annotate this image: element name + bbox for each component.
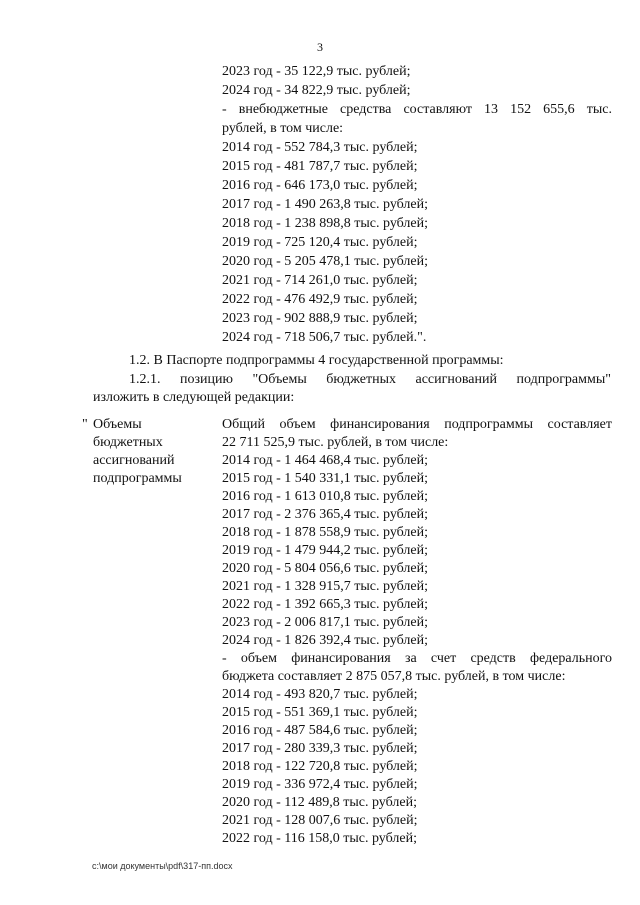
- budget-line: 2023 год - 902 888,9 тыс. рублей;: [222, 311, 418, 326]
- budget-line: 2024 год - 718 506,7 тыс. рублей.".: [222, 330, 427, 345]
- total-year-line: 2014 год - 1 464 468,4 тыс. рублей;: [222, 453, 429, 468]
- item-line2: изложить в следующей редакции:: [93, 390, 295, 405]
- total-year-line: 2018 год - 1 878 558,9 тыс. рублей;: [222, 525, 429, 540]
- total-line2: 22 711 525,9 тыс. рублей, в том числе:: [222, 435, 449, 450]
- total-year-line: 2016 год - 1 613 010,8 тыс. рублей;: [222, 489, 429, 504]
- budget-line: 2016 год - 646 173,0 тыс. рублей;: [222, 178, 418, 193]
- label-line: ассигнований: [93, 453, 175, 468]
- open-quote: ": [82, 417, 88, 432]
- budget-line: 2015 год - 481 787,7 тыс. рублей;: [222, 159, 418, 174]
- label-line: Объемы: [93, 417, 142, 432]
- federal-year-line: 2015 год - 551 369,1 тыс. рублей;: [222, 705, 418, 720]
- budget-line: 2019 год - 725 120,4 тыс. рублей;: [222, 235, 418, 250]
- page-number: 3: [317, 40, 323, 54]
- federal-year-line: 2014 год - 493 820,7 тыс. рублей;: [222, 687, 418, 702]
- label-line: бюджетных: [93, 435, 163, 450]
- total-line1: Общий объем финансирования подпрограммы составляет: [222, 417, 612, 432]
- label-line: подпрограммы: [93, 471, 182, 486]
- federal-year-line: 2019 год - 336 972,4 тыс. рублей;: [222, 777, 418, 792]
- budget-line: 2024 год - 34 822,9 тыс. рублей;: [222, 83, 411, 98]
- extra-budget-line1: - внебюджетные средства составляют 13 152 655,6 тыс.: [222, 102, 612, 117]
- federal-year-line: 2018 год - 122 720,8 тыс. рублей;: [222, 759, 418, 774]
- extra-budget-line2: рублей, в том числе:: [222, 121, 344, 136]
- budget-line: 2017 год - 1 490 263,8 тыс. рублей;: [222, 197, 429, 212]
- budget-line: 2021 год - 714 261,0 тыс. рублей;: [222, 273, 418, 288]
- footer-file-path: c:\мои документы\pdf\317-пп.docx: [92, 861, 233, 871]
- total-year-line: 2019 год - 1 479 944,2 тыс. рублей;: [222, 543, 429, 558]
- federal-line1: - объем финансирования за счет средств федерального: [222, 651, 612, 666]
- federal-year-line: 2020 год - 112 489,8 тыс. рублей;: [222, 795, 417, 810]
- total-year-line: 2017 год - 2 376 365,4 тыс. рублей;: [222, 507, 429, 522]
- total-year-line: 2020 год - 5 804 056,6 тыс. рублей;: [222, 561, 429, 576]
- total-year-line: 2023 год - 2 006 817,1 тыс. рублей;: [222, 615, 429, 630]
- total-year-line: 2022 год - 1 392 665,3 тыс. рублей;: [222, 597, 429, 612]
- budget-line: 2020 год - 5 205 478,1 тыс. рублей;: [222, 254, 429, 269]
- federal-year-line: 2022 год - 116 158,0 тыс. рублей;: [222, 831, 417, 846]
- total-year-line: 2015 год - 1 540 331,1 тыс. рублей;: [222, 471, 429, 486]
- federal-line2: бюджета составляет 2 875 057,8 тыс. рублей, в том числе:: [222, 669, 566, 684]
- budget-line: 2022 год - 476 492,9 тыс. рублей;: [222, 292, 418, 307]
- budget-line: 2023 год - 35 122,9 тыс. рублей;: [222, 64, 411, 79]
- total-year-line: 2021 год - 1 328 915,7 тыс. рублей;: [222, 579, 429, 594]
- section-heading: 1.2. В Паспорте подпрограммы 4 государственной программы:: [129, 353, 504, 368]
- total-year-line: 2024 год - 1 826 392,4 тыс. рублей;: [222, 633, 429, 648]
- budget-line: 2014 год - 552 784,3 тыс. рублей;: [222, 140, 418, 155]
- federal-year-line: 2017 год - 280 339,3 тыс. рублей;: [222, 741, 418, 756]
- budget-line: 2018 год - 1 238 898,8 тыс. рублей;: [222, 216, 429, 231]
- federal-year-line: 2021 год - 128 007,6 тыс. рублей;: [222, 813, 418, 828]
- federal-year-line: 2016 год - 487 584,6 тыс. рублей;: [222, 723, 418, 738]
- item-line1: 1.2.1. позицию "Объемы бюджетных ассигнований подпрограммы": [129, 372, 611, 387]
